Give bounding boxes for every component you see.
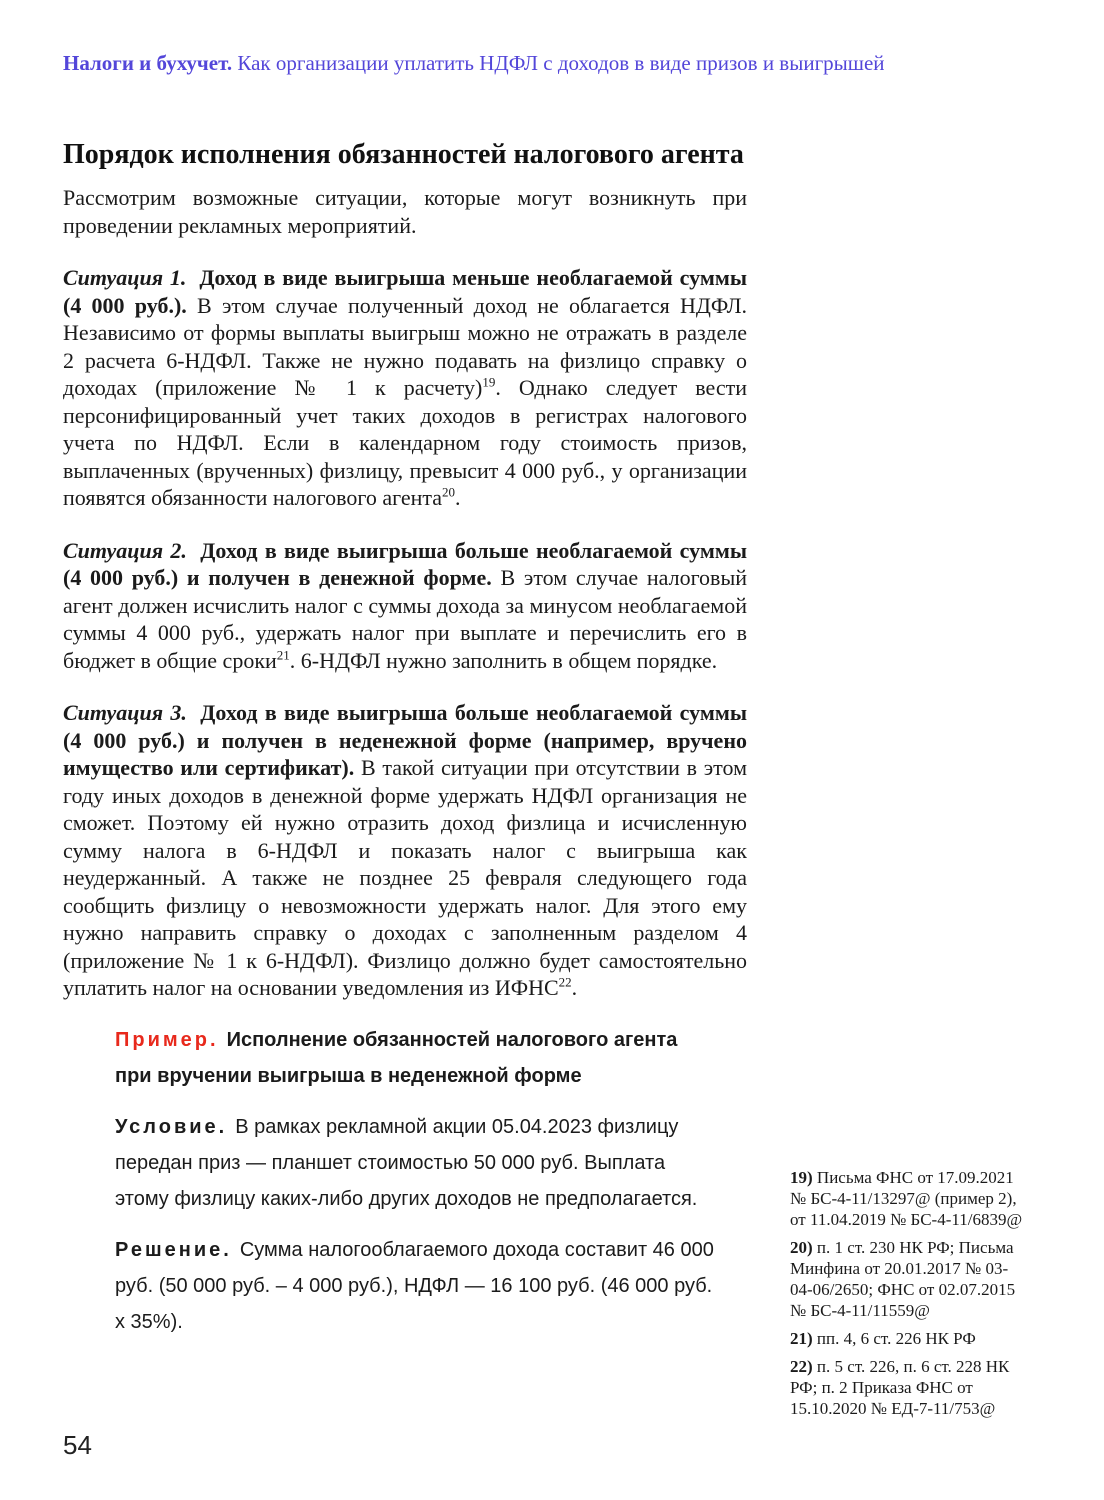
situation-1-paragraph <box>63 264 747 512</box>
article-running-title: Как организации уплатить НДФЛ с доходов в виде призов и выигрышей <box>237 51 885 75</box>
footnote-21-text: пп. 4, 6 ст. 226 НК РФ <box>816 1329 976 1348</box>
footnote-22 <box>790 1356 1028 1419</box>
example-solution-text: Сумма налогооблагаемого дохода составит 46 000 руб. (50 000 руб. – 4 000 руб.), НДФЛ — 16 100 руб. (46 000 руб. х 35%). <box>115 1238 714 1333</box>
footnote-ref-22: 22 <box>558 974 572 990</box>
situation-1-text: . Однако следует вести персонифицированный учет таких доходов в регистрах налогового учета по НДФЛ. Если в календарном году стоимость призов, выплаченных (врученных) физлицу, превысит 4 000 руб., у организации появятся обязанности налогового агента <box>63 375 748 510</box>
situation-3-label: Ситуация 3. <box>63 700 187 725</box>
situation-2-text: В этом случае налоговый агент должен исчислить налог с суммы дохода за минусом необлагаемой суммы 4 000 руб., удержать налог при выплате и перечислить его в бюджет в общие сроки <box>63 565 748 673</box>
footnote-19-number: 19) <box>790 1168 813 1187</box>
example-block <box>115 1022 715 1340</box>
example-title <box>115 1022 715 1094</box>
situation-2-text: . 6-НДФЛ нужно заполнить в общем порядке. <box>289 647 718 673</box>
footnote-ref-21: 21 <box>276 647 290 663</box>
footnote-20-number: 20) <box>790 1238 813 1257</box>
situation-1-text: . <box>455 485 461 510</box>
footnote-19 <box>790 1167 1028 1230</box>
footnote-20 <box>790 1237 1028 1321</box>
situation-3-paragraph <box>63 699 747 1002</box>
situation-2-paragraph <box>63 537 747 675</box>
footnotes-sidebar <box>790 1167 1028 1426</box>
footnote-22-number: 22) <box>790 1357 813 1376</box>
example-condition-label: Условие. <box>115 1115 228 1138</box>
example-label: Пример. <box>115 1028 219 1051</box>
situation-1-text: В этом случае полученный доход не облагается НДФЛ. Независимо от формы выплаты выигрыш можно не отражать в разделе 2 расчета 6-НДФЛ. Также не нужно подавать на физлицо справку о доходах (приложение № 1 к расчету) <box>63 292 748 400</box>
situation-1-label: Ситуация 1. <box>63 265 187 290</box>
footnote-20-text: п. 1 ст. 230 НК РФ; Письма Минфина от 20.01.2017 № 03-04-06/2650; ФНС от 02.07.2015 № БС-4-11/11559@ <box>790 1238 1016 1320</box>
running-header <box>63 50 1053 76</box>
section-heading: Порядок исполнения обязанностей налогового агента <box>63 139 744 170</box>
situation-3-lead: Доход в виде выигрыша больше необлагаемой суммы (4 000 руб.) и получен в неденежной форме (например, вручено имущество или сертификат). <box>63 700 747 780</box>
example-condition-paragraph <box>115 1109 715 1217</box>
situation-3-text: В такой ситуации при отсутствии в этом году иных доходов в денежной форме удержать НДФЛ организация не сможет. Поэтому ей нужно отразить доход физлица и исчисленную сумму налога в 6-НДФЛ и показать налог с выигрыша как неудержанный. А также не позднее 25 февраля следующего года сообщить физлицу о невозможности удержать налог. Для этого ему нужно направить справку о доходах с заполненным разделом 4 (приложение № 1 к 6-НДФЛ). Физлицо должно будет самостоятельно уплатить налог на основании уведомления из ИФНС <box>63 755 747 1000</box>
footnote-22-text: п. 5 ст. 226, п. 6 ст. 228 НК РФ; п. 2 Приказа ФНС от 15.10.2020 № ЕД-7-11/753@ <box>790 1357 1010 1418</box>
footnote-ref-19: 19 <box>482 374 496 390</box>
example-condition-text: В рамках рекламной акции 05.04.2023 физлицу передан приз — планшет стоимостью 50 000 руб. Выплата этому физлицу каких-либо других доходов не предполагается. <box>115 1115 698 1210</box>
main-text-column <box>63 138 747 1340</box>
intro-paragraph: Рассмотрим возможные ситуации, которые могут возникнуть при проведении рекламных мероприятий. <box>63 185 747 238</box>
footnote-ref-20: 20 <box>442 484 456 500</box>
situation-3-text: . <box>571 975 578 1000</box>
footnote-21-number: 21) <box>790 1329 813 1348</box>
footnote-21 <box>790 1328 1028 1349</box>
magazine-section-title: Налоги и бухучет. <box>63 51 233 75</box>
example-solution-paragraph <box>115 1232 715 1340</box>
situation-2-lead: Доход в виде выигрыша больше необлагаемой суммы (4 000 руб.) и получен в денежной форме. <box>63 537 747 590</box>
example-solution-label: Решение. <box>115 1238 232 1261</box>
example-title-text: Исполнение обязанностей налогового агента при вручении выигрыша в неденежной форме <box>115 1028 678 1087</box>
situation-1-lead: Доход в виде выигрыша меньше необлагаемой суммы (4 000 руб.). <box>63 265 748 318</box>
page-number: 54 <box>63 1430 92 1460</box>
situation-2-label: Ситуация 2. <box>63 537 187 563</box>
footnote-19-text: Письма ФНС от 17.09.2021 № БС-4-11/13297@ (пример 2), от 11.04.2019 № БС-4-11/6839@ <box>790 1168 1023 1229</box>
